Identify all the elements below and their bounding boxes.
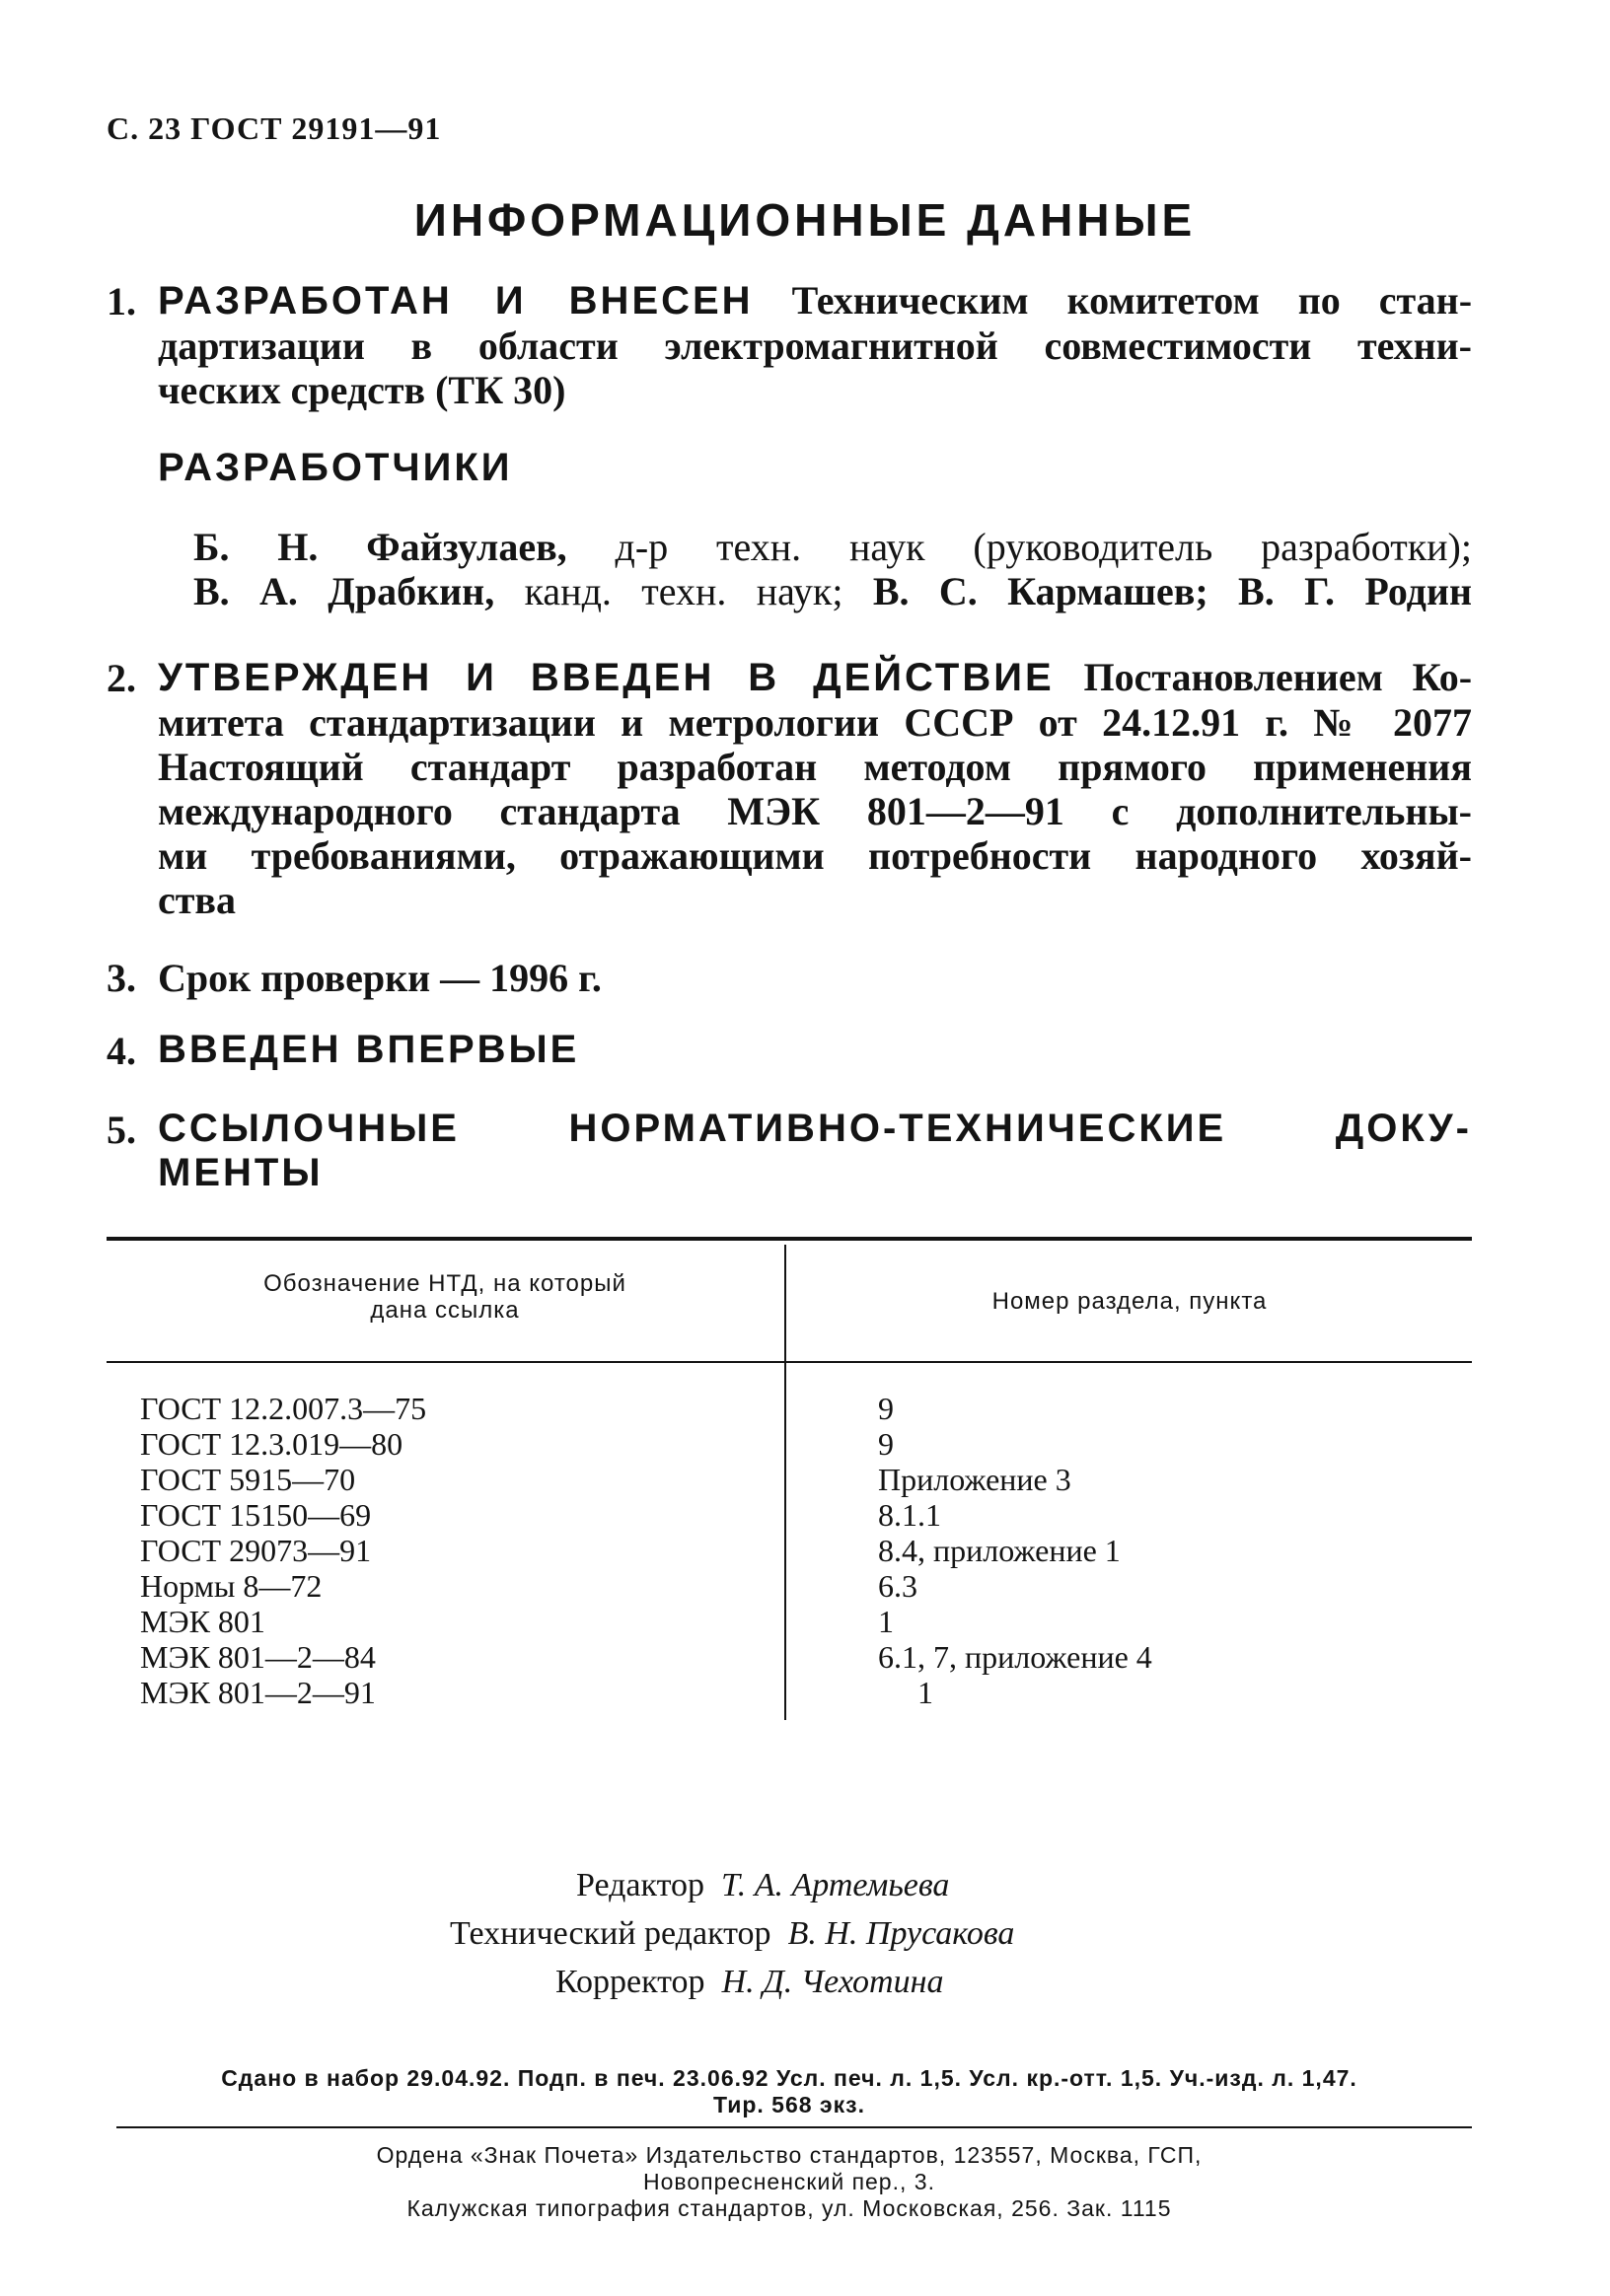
item-2-number: 2. xyxy=(107,656,136,700)
table-cell-section: 9 xyxy=(878,1426,894,1462)
table-cell-section: 1 xyxy=(917,1675,933,1710)
table-cell-section: 8.1.1 xyxy=(878,1497,941,1533)
item-5-line-2: МЕНТЫ xyxy=(158,1151,324,1194)
table-header-col-2: Номер раздела, пункта xyxy=(991,1288,1268,1315)
table-cell-doc: МЭК 801—2—84 xyxy=(140,1639,376,1675)
developers-heading: РАЗРАБОТЧИКИ xyxy=(158,446,513,489)
table-header-rule xyxy=(107,1361,1472,1363)
item-1-line-2: дартизации в области электромагнитной совместимости техни- xyxy=(158,323,1472,368)
table-header-col-1: Обозначение НТД, на который дана ссылка xyxy=(263,1270,626,1324)
developers-list xyxy=(193,525,1472,613)
item-3-text: Срок проверки — 1996 г. xyxy=(158,956,602,1000)
table-cell-doc: МЭК 801 xyxy=(140,1604,265,1639)
table-cell-doc: ГОСТ 15150—69 xyxy=(140,1497,372,1533)
page-header: С. 23 ГОСТ 29191—91 xyxy=(107,110,442,146)
item-2-text xyxy=(158,655,1472,922)
item-1-line-3: ческих средств (ТК 30) xyxy=(158,368,566,412)
imprint-divider xyxy=(116,2126,1472,2128)
item-1-lead: РАЗРАБОТАН И ВНЕСЕН xyxy=(158,279,754,323)
table-cell-doc: МЭК 801—2—91 xyxy=(140,1675,376,1710)
table-cell-section: 1 xyxy=(878,1604,894,1639)
item-5-line-1: ССЫЛОЧНЫЕ НОРМАТИВНО-ТЕХНИЧЕСКИЕ ДОКУ- xyxy=(158,1107,1472,1150)
item-1-number: 1. xyxy=(107,279,136,323)
table-cell-section: 8.4, приложение 1 xyxy=(878,1533,1121,1568)
item-2-line-1: УТВЕРЖДЕН И ВВЕДЕН В ДЕЙСТВИЕ Постановлением Ко- xyxy=(158,655,1473,699)
item-2-line-3: Настоящий стандарт разработан методом прямого применения xyxy=(158,745,1472,789)
imprint-publisher: Ордена «Знак Почета» Издательство стандартов, 123557, Москва, ГСП, Новопресненский пер., 3. Калужская типография стандартов, ул. Московская, 256. Зак. 1115 xyxy=(376,2142,1203,2221)
developer-line-2: В. А. Драбкин, канд. техн. наук; В. С. Кармашев; В. Г. Родин xyxy=(193,569,1472,613)
item-5-text xyxy=(158,1107,1472,1195)
item-2-lead: УТВЕРЖДЕН И ВВЕДЕН В ДЕЙСТВИЕ xyxy=(158,656,1055,699)
table-cell-doc: ГОСТ 12.3.019—80 xyxy=(140,1426,403,1462)
table-column-divider xyxy=(784,1245,786,1720)
item-5-number: 5. xyxy=(107,1108,136,1152)
table-cell-doc: ГОСТ 29073—91 xyxy=(140,1533,372,1568)
item-2-line-2: митета стандартизации и метрологии СССР от 24.12.91 г. № 2077 xyxy=(158,700,1472,745)
table-cell-section: Приложение 3 xyxy=(878,1462,1071,1497)
item-2-line-4: международного стандарта МЭК 801—2—91 с дополнительны- xyxy=(158,789,1472,833)
table-cell-section: 6.1, 7, приложение 4 xyxy=(878,1639,1152,1675)
item-1-text xyxy=(158,278,1472,412)
table-cell-doc: ГОСТ 12.2.007.3—75 xyxy=(140,1391,427,1426)
credit-corrector: Корректор Н. Д. Чехотина xyxy=(555,1964,944,2000)
item-2-line-6: ства xyxy=(158,878,237,922)
item-4-text: ВВЕДЕН ВПЕРВЫЕ xyxy=(158,1028,580,1071)
credit-editor: Редактор Т. А. Артемьева xyxy=(576,1867,950,1903)
item-3-number: 3. xyxy=(107,956,136,1000)
table-cell-section: 6.3 xyxy=(878,1568,917,1604)
credit-tech-editor: Технический редактор В. Н. Прусакова xyxy=(450,1915,1015,1952)
item-1-line-1: РАЗРАБОТАН И ВНЕСЕН Техническим комитетом по стан- xyxy=(158,278,1473,323)
table-cell-doc: ГОСТ 5915—70 xyxy=(140,1462,356,1497)
table-col-2 xyxy=(878,1391,1152,1710)
page-title: ИНФОРМАЦИОННЫЕ ДАННЫЕ xyxy=(413,194,1197,246)
table-col-1 xyxy=(140,1391,426,1710)
table-cell-doc: Нормы 8—72 xyxy=(140,1568,323,1604)
item-4-number: 4. xyxy=(107,1029,136,1073)
table-top-rule xyxy=(107,1237,1472,1241)
developer-line-1: Б. Н. Файзулаев, д-р техн. наук (руководитель разработки); xyxy=(193,525,1472,569)
item-2-line-5: ми требованиями, отражающими потребности народного хозяй- xyxy=(158,833,1472,878)
imprint-print-info: Сдано в набор 29.04.92. Подп. в печ. 23.06.92 Усл. печ. л. 1,5. Усл. кр.-отт. 1,5. Уч.-изд. л. 1,47. Тир. 568 экз. xyxy=(221,2065,1357,2117)
table-cell-section: 9 xyxy=(878,1391,894,1426)
